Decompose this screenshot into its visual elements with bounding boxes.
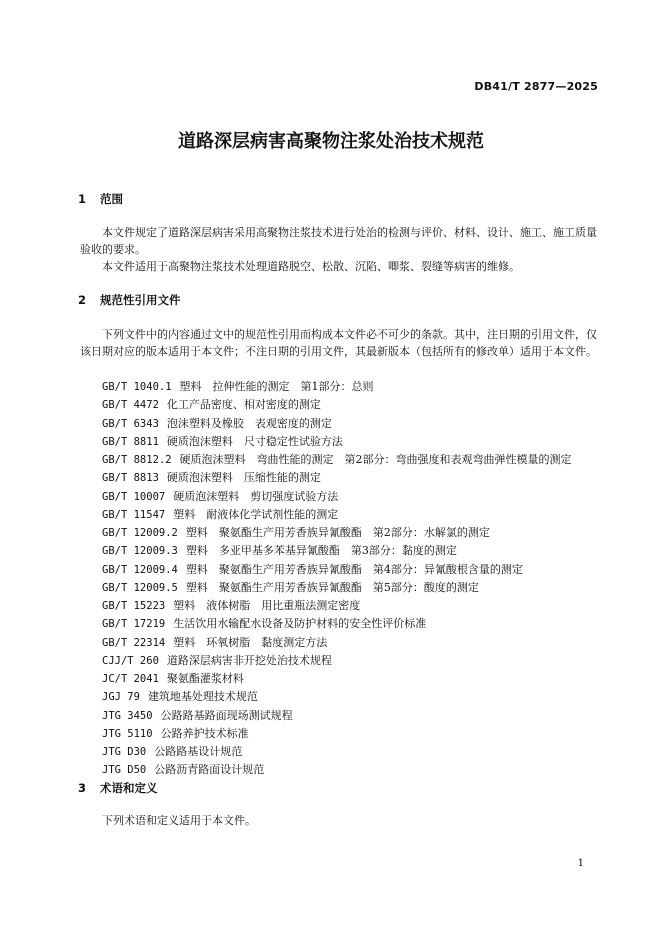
reference-code: GB/T 8813 bbox=[102, 472, 159, 485]
reference-item bbox=[102, 488, 572, 506]
reference-title: 塑料 拉伸性能的测定 第1部分：总则 bbox=[179, 380, 374, 393]
section-title: 范围 bbox=[100, 192, 124, 206]
page-number: 1 bbox=[577, 858, 584, 869]
reference-code: JTG 3450 bbox=[102, 709, 153, 722]
reference-item bbox=[102, 378, 572, 396]
reference-code: GB/T 15223 bbox=[102, 600, 166, 612]
section-3-heading bbox=[78, 780, 158, 796]
reference-item bbox=[102, 469, 572, 487]
section-3-intro: 下列术语和定义适用于本文件。 bbox=[102, 814, 256, 827]
reference-code: GB/T 10007 bbox=[102, 490, 166, 503]
reference-title: 硬质泡沫塑料 压缩性能的测定 bbox=[166, 471, 321, 485]
reference-code: GB/T 11547 bbox=[102, 508, 166, 521]
reference-title: 塑料 环氧树脂 黏度测定方法 bbox=[173, 635, 328, 649]
section-1-paragraph-1: 本文件规定了道路深层病害采用高聚物注浆技术进行处治的检测与评价、材料、设计、施工、施工质量验收的要求。 bbox=[80, 226, 597, 256]
reference-item bbox=[102, 524, 572, 542]
reference-list bbox=[102, 378, 572, 780]
reference-title: 塑料 多亚甲基多苯基异氰酸酯 第3部分：黏度的测定 bbox=[185, 544, 457, 558]
reference-code: JTG D30 bbox=[102, 746, 147, 758]
document-title: 道路深层病害高聚物注浆处治技术规范 bbox=[178, 131, 484, 152]
reference-code: GB/T 4472 bbox=[102, 399, 159, 412]
reference-item bbox=[102, 615, 572, 633]
reference-title: 硬质泡沫塑料 尺寸稳定性试验方法 bbox=[166, 434, 343, 448]
reference-item bbox=[102, 743, 572, 761]
reference-item bbox=[102, 597, 572, 615]
reference-item bbox=[102, 542, 572, 560]
reference-code: GB/T 8811 bbox=[102, 435, 159, 448]
section-number: 2 bbox=[78, 293, 87, 307]
reference-code: GB/T 12009.2 bbox=[102, 527, 178, 539]
reference-title: 聚氨酯灌浆材料 bbox=[166, 672, 244, 685]
reference-title: 泡沫塑料及橡胶 表观密度的测定 bbox=[166, 416, 332, 430]
reference-item bbox=[102, 579, 572, 597]
reference-code: GB/T 17219 bbox=[102, 618, 166, 631]
reference-code: JC/T 2041 bbox=[102, 673, 159, 685]
reference-item bbox=[102, 415, 572, 433]
reference-title: 塑料 耐液体化学试剂性能的测定 bbox=[173, 507, 339, 521]
reference-code: GB/T 6343 bbox=[102, 417, 159, 430]
reference-item bbox=[102, 670, 572, 688]
section-title: 术语和定义 bbox=[100, 781, 158, 795]
reference-item bbox=[102, 707, 572, 725]
reference-item bbox=[102, 433, 572, 451]
reference-title: 化工产品密度、相对密度的测定 bbox=[166, 398, 321, 412]
reference-code: JTG D50 bbox=[102, 764, 147, 777]
reference-code: GB/T 1040.1 bbox=[102, 381, 172, 393]
reference-code: CJJ/T 260 bbox=[102, 654, 159, 667]
reference-code: GB/T 12009.5 bbox=[102, 581, 178, 594]
reference-item bbox=[102, 652, 572, 670]
section-number: 3 bbox=[78, 781, 87, 795]
reference-title: 道路深层病害非开挖处治技术规程 bbox=[166, 653, 332, 667]
reference-item bbox=[102, 396, 572, 414]
reference-title: 塑料 聚氨酯生产用芳香族异氰酸酯 第2部分：水解氯的测定 bbox=[185, 526, 490, 539]
reference-code: JGJ 79 bbox=[102, 691, 140, 704]
reference-title: 塑料 聚氨酯生产用芳香族异氰酸酯 第5部分：酸度的测定 bbox=[185, 580, 479, 594]
section-1-paragraph-2: 本文件适用于高聚物注浆技术处理道路脱空、松散、沉陷、唧浆、裂缝等病害的维修。 bbox=[102, 260, 520, 273]
reference-code: GB/T 22314 bbox=[102, 636, 166, 649]
section-2-heading bbox=[78, 292, 181, 308]
reference-item bbox=[102, 506, 572, 524]
reference-title: 公路路基路面现场测试规程 bbox=[160, 708, 293, 722]
reference-title: 硬质泡沫塑料 剪切强度试验方法 bbox=[173, 489, 339, 503]
reference-item bbox=[102, 725, 572, 743]
document-code: DB41/T 2877—2025 bbox=[474, 80, 598, 93]
reference-title: 建筑地基处理技术规范 bbox=[147, 690, 258, 704]
reference-item bbox=[102, 688, 572, 706]
reference-item bbox=[102, 634, 572, 652]
reference-title: 塑料 聚氨酯生产用芳香族异氰酸酯 第4部分：异氰酸根含量的测定 bbox=[185, 562, 523, 576]
reference-title: 生活饮用水输配水设备及防护材料的安全性评价标准 bbox=[173, 617, 427, 631]
reference-item bbox=[102, 451, 572, 469]
reference-item bbox=[102, 561, 572, 579]
reference-title: 硬质泡沫塑料 弯曲性能的测定 第2部分：弯曲强度和表观弯曲弹性模量的测定 bbox=[179, 453, 572, 466]
section-number: 1 bbox=[78, 192, 87, 206]
section-2-intro: 下列文件中的内容通过文中的规范性引用而构成本文件必不可少的条款。其中，注日期的引用文件，仅该日期对应的版本适用于本文件；不注日期的引用文件，其最新版本（包括所有的修改单）适用于本文件。 bbox=[80, 328, 597, 358]
section-title: 规范性引用文件 bbox=[100, 293, 181, 307]
reference-title: 公路养护技术标准 bbox=[160, 726, 249, 740]
reference-code: GB/T 12009.3 bbox=[102, 545, 178, 558]
reference-item bbox=[102, 761, 572, 779]
reference-code: GB/T 12009.4 bbox=[102, 563, 178, 576]
reference-title: 公路沥青路面设计规范 bbox=[154, 763, 265, 777]
reference-title: 公路路基设计规范 bbox=[154, 745, 243, 758]
reference-code: JTG 5110 bbox=[102, 727, 153, 740]
reference-title: 塑料 液体树脂 用比重瓶法测定密度 bbox=[173, 599, 361, 612]
section-1-heading bbox=[78, 191, 123, 207]
reference-code: GB/T 8812.2 bbox=[102, 454, 172, 466]
